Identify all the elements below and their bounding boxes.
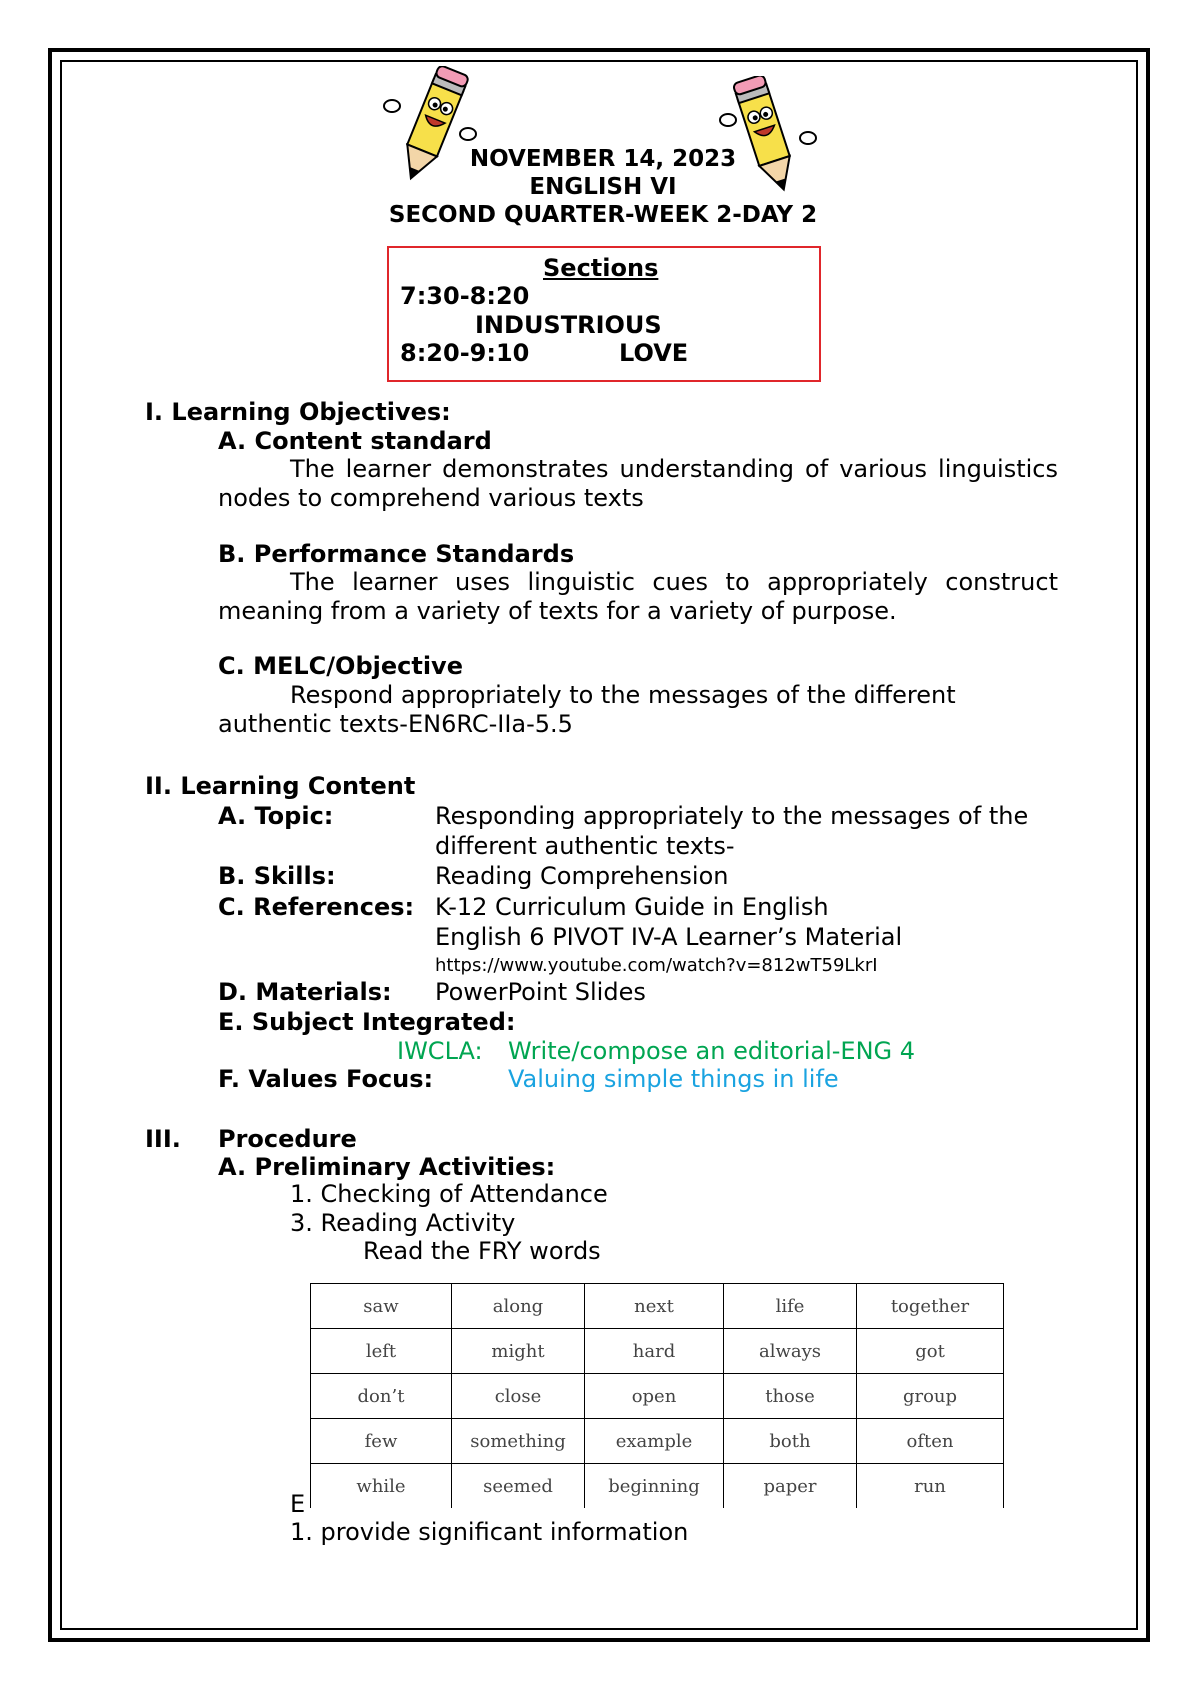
fry-word-cell: group — [857, 1374, 1004, 1419]
performance-standards-line2: meaning from a variety of texts for a variety of purpose. — [218, 597, 897, 625]
preliminary-heading: A. Preliminary Activities: — [218, 1153, 556, 1181]
section-name-1: INDUSTRIOUS — [475, 311, 662, 339]
procedure-numeral: III. — [145, 1125, 181, 1153]
table-row — [311, 1464, 1004, 1509]
procedure-item-1: 1. Checking of Attendance — [290, 1180, 608, 1208]
melc-line2: authentic texts-EN6RC-IIa-5.5 — [218, 710, 573, 738]
melc-label: C. MELC/Objective — [218, 652, 463, 680]
iwcla-value: Write/compose an editorial-ENG 4 — [508, 1037, 916, 1065]
fry-word-cell: left — [311, 1329, 452, 1374]
content-heading: II. Learning Content — [145, 772, 416, 800]
table-row — [311, 1419, 1004, 1464]
content-standard-line2: nodes to comprehend various texts — [218, 484, 644, 512]
topic-line1: Responding appropriately to the messages of the — [435, 802, 1029, 830]
fry-words-table — [310, 1283, 1004, 1508]
section-time-1: 7:30-8:20 — [400, 282, 530, 310]
partial-letter: E — [290, 1490, 306, 1518]
fry-word-cell: close — [452, 1374, 585, 1419]
fry-word-cell: few — [311, 1419, 452, 1464]
read-fry-instruction: Read the FRY words — [363, 1237, 601, 1265]
reference-link[interactable]: https://www.youtube.com/watch?v=812wT59LkrI — [435, 955, 878, 976]
reference-1: K-12 Curriculum Guide in English — [435, 893, 829, 921]
fry-word-cell: example — [585, 1419, 724, 1464]
sections-title: Sections — [543, 254, 659, 282]
melc-line1: Respond appropriately to the messages of the different — [290, 681, 956, 709]
skills-label: B. Skills: — [218, 862, 336, 890]
fry-word-cell: beginning — [585, 1464, 724, 1509]
fry-word-cell: paper — [724, 1464, 857, 1509]
fry-word-cell: often — [857, 1419, 1004, 1464]
fry-word-cell: life — [724, 1284, 857, 1329]
procedure-heading: Procedure — [218, 1125, 357, 1153]
values-label: F. Values Focus: — [218, 1065, 434, 1093]
fry-word-cell: got — [857, 1329, 1004, 1374]
fry-word-cell: might — [452, 1329, 585, 1374]
topic-label: A. Topic: — [218, 802, 334, 830]
iwcla-label: IWCLA: — [397, 1037, 483, 1065]
materials-value: PowerPoint Slides — [435, 978, 646, 1006]
content-standard-label: A. Content standard — [218, 427, 492, 455]
fry-word-cell: open — [585, 1374, 724, 1419]
fry-word-cell: don’t — [311, 1374, 452, 1419]
quarter-title: SECOND QUARTER-WEEK 2-DAY 2 — [388, 202, 818, 228]
section-time-2: 8:20-9:10 — [400, 339, 530, 367]
fry-word-cell: something — [452, 1419, 585, 1464]
performance-standards-line1: The learner uses linguistic cues to appropriately construct — [290, 568, 1058, 596]
values-value: Valuing simple things in life — [508, 1065, 839, 1093]
reference-2: English 6 PIVOT IV-A Learner’s Material — [435, 923, 903, 951]
fry-word-cell: together — [857, 1284, 1004, 1329]
fry-word-cell: saw — [311, 1284, 452, 1329]
fry-word-cell: next — [585, 1284, 724, 1329]
table-row — [311, 1374, 1004, 1419]
skills-value: Reading Comprehension — [435, 862, 729, 890]
fry-word-cell: run — [857, 1464, 1004, 1509]
references-label: C. References: — [218, 893, 415, 921]
table-row — [311, 1329, 1004, 1374]
subject-integrated-label: E. Subject Integrated: — [218, 1008, 516, 1036]
performance-standards-label: B. Performance Standards — [218, 540, 575, 568]
materials-label: D. Materials: — [218, 978, 392, 1006]
fry-word-cell: always — [724, 1329, 857, 1374]
objectives-heading: I. Learning Objectives: — [145, 398, 451, 426]
lesson-date: NOVEMBER 14, 2023 — [469, 146, 737, 172]
procedure-item-3: 3. Reading Activity — [290, 1209, 516, 1237]
fry-word-cell: hard — [585, 1329, 724, 1374]
subject-title: ENGLISH VI — [529, 174, 677, 200]
topic-line2: different authentic texts- — [435, 832, 735, 860]
section-name-2: LOVE — [619, 339, 689, 367]
fry-word-cell: while — [311, 1464, 452, 1509]
fry-word-cell: both — [724, 1419, 857, 1464]
content-standard-line1: The learner demonstrates understanding of various linguistics — [290, 455, 1058, 483]
fry-word-cell: along — [452, 1284, 585, 1329]
table-row — [311, 1284, 1004, 1329]
last-list-item: 1. provide significant information — [290, 1518, 689, 1546]
fry-word-cell: those — [724, 1374, 857, 1419]
fry-word-cell: seemed — [452, 1464, 585, 1509]
